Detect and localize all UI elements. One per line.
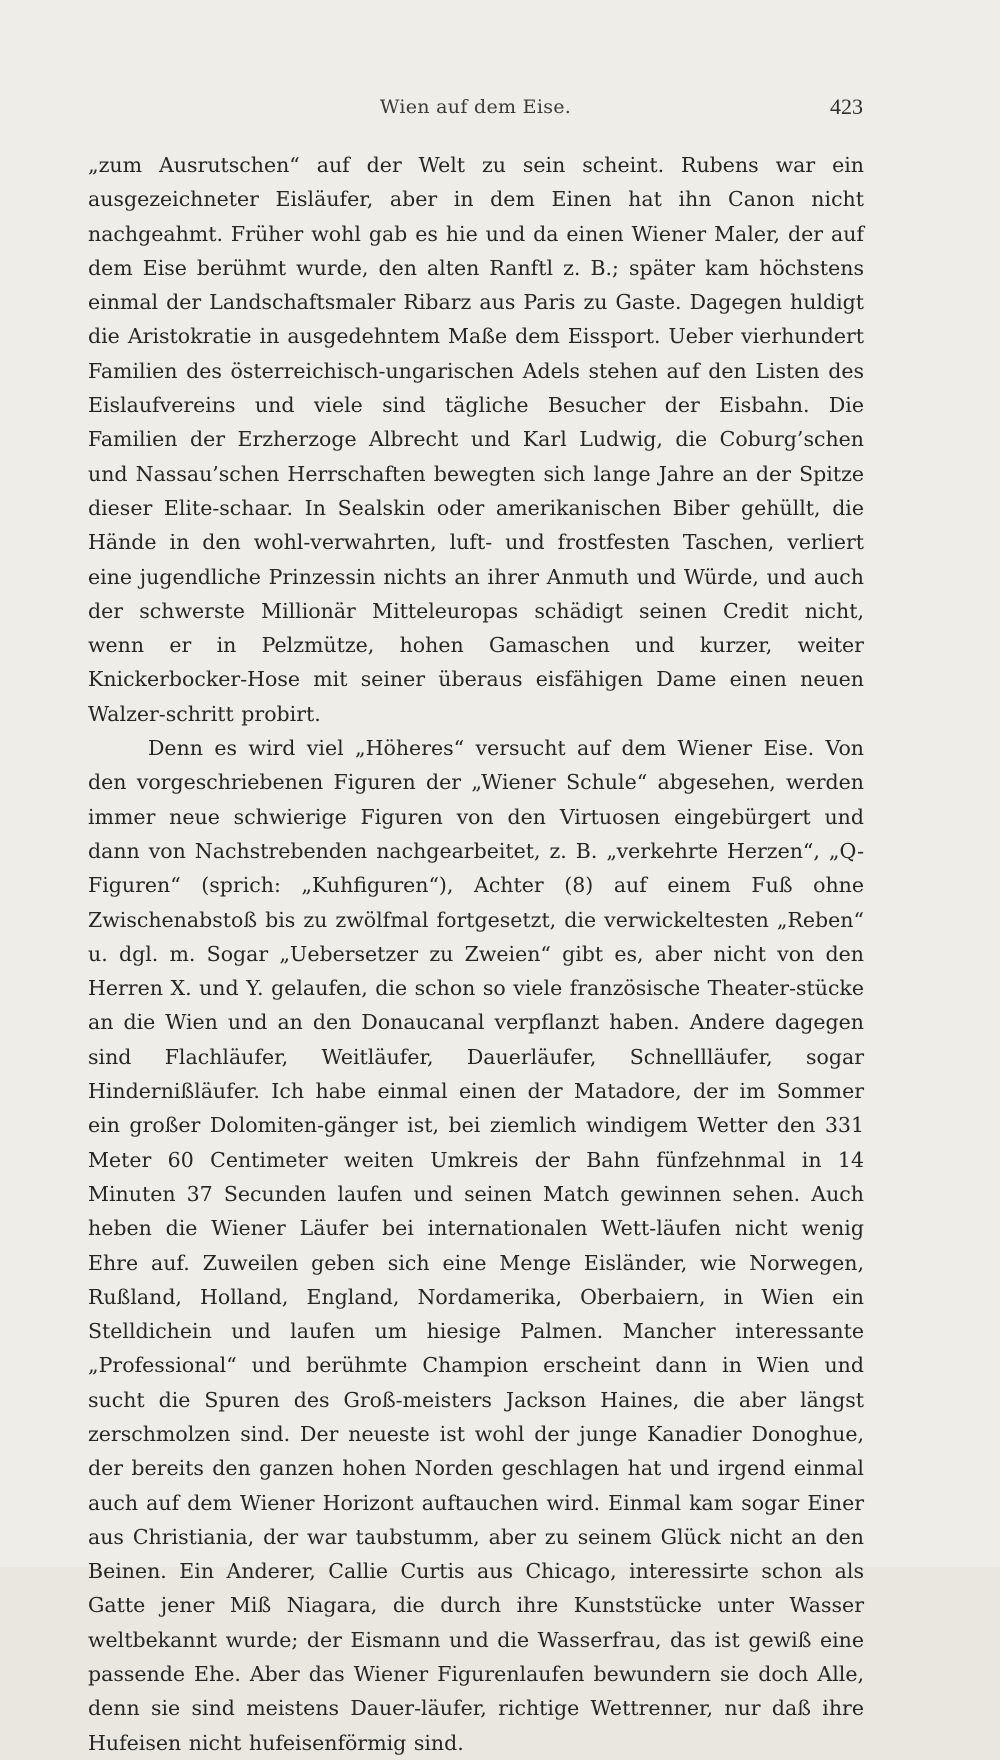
- page-number: 423: [830, 94, 863, 119]
- page-header: [88, 96, 863, 128]
- paragraph: Denn es wird viel „Höheres“ versucht auf dem Wiener Eise. Von den vorgeschriebenen Figuren der „Wiener Schule“ abgesehen, werden immer neue schwierige Figuren von den Virtuosen eingebürgert und dann von Nachstrebenden nachgearbeitet, z. B. „verkehrte Herzen“, „Q-Figuren“ (sprich: „Kuhfiguren“), Achter (8) auf einem Fuß ohne Zwischenabstoß bis zu zwölfmal fortgesetzt, die verwickeltesten „Reben“ u. dgl. m. Sogar „Uebersetzer zu Zweien“ gibt es, aber nicht von den Herren X. und Y. gelaufen, die schon so viele französische Theater-stücke an die Wien und an den Donaucanal verpflanzt haben. Andere dagegen sind Flachläufer, Weitläufer, Dauerläufer, Schnellläufer, sogar Hindernißläufer. Ich habe einmal einen der Matadore, der im Sommer ein großer Dolomiten-gänger ist, bei ziemlich windigem Wetter den 331 Meter 60 Centimeter weiten Umkreis der Bahn fünfzehnmal in 14 Minuten 37 Secunden laufen und seinen Match gewinnen sehen. Auch heben die Wiener Läufer bei internationalen Wett-läufen nicht wenig Ehre auf. Zuweilen geben sich eine Menge Eisländer, wie Norwegen, Rußland, Holland, England, Nordamerika, Oberbaiern, in Wien ein Stelldichein und laufen um hiesige Palmen. Mancher interessante „Professional“ und berühmte Champion erscheint dann in Wien und sucht die Spuren des Groß-meisters Jackson Haines, die aber längst zerschmolzen sind. Der neueste ist wohl der junge Kanadier Donoghue, der bereits den ganzen hohen Norden geschlagen hat und irgend einmal auch auf dem Wiener Horizont auftauchen wird. Einmal kam sogar Einer aus Christiania, der war taubstumm, aber zu seinem Glück nicht an den Beinen. Ein Anderer, Callie Curtis aus Chicago, interessirte schon als Gatte jener Miß Niagara, die durch ihre Kunststücke unter Wasser weltbekannt wurde; der Eismann und die Wasserfrau, das ist gewiß eine passende Ehe. Aber das Wiener Figurenlaufen bewundern sie doch Alle, denn sie sind meistens Dauer-läufer, richtige Wettrenner, nur daß ihre Hufeisen nicht hufeisenförmig sind.: [88, 736, 864, 1755]
- running-title: Wien auf dem Eise.: [379, 96, 572, 118]
- body-text: [88, 148, 864, 1760]
- paragraph: „zum Ausrutschen“ auf der Welt zu sein scheint. Rubens war ein ausgezeichneter Eisläufer, aber in dem Einen hat ihn Canon nicht nachgeahmt. Früher wohl gab es hie und da einen Wiener Maler, der auf dem Eise berühmt wurde, den alten Ranftl z. B.; später kam höchstens einmal der Landschaftsmaler Ribarz aus Paris zu Gaste. Dagegen huldigt die Aristokratie in ausgedehntem Maße dem Eissport. Ueber vierhundert Familien des österreichisch-ungarischen Adels stehen auf den Listen des Eislaufvereins und viele sind tägliche Besucher der Eisbahn. Die Familien der Erzherzoge Albrecht und Karl Ludwig, die Coburg’schen und Nassau’schen Herrschaften bewegten sich lange Jahre an der Spitze dieser Elite-schaar. In Sealskin oder amerikanischen Biber gehüllt, die Hände in den wohl-verwahrten, luft- und frostfesten Taschen, verliert eine jugendliche Prinzessin nichts an ihrer Anmuth und Würde, und auch der schwerste Millionär Mitteleuropas schädigt seinen Credit nicht, wenn er in Pelzmütze, hohen Gamaschen und kurzer, weiter Knickerbocker-Hose mit seiner überaus eisfähigen Dame einen neuen Walzer-schritt probirt.: [88, 153, 864, 726]
